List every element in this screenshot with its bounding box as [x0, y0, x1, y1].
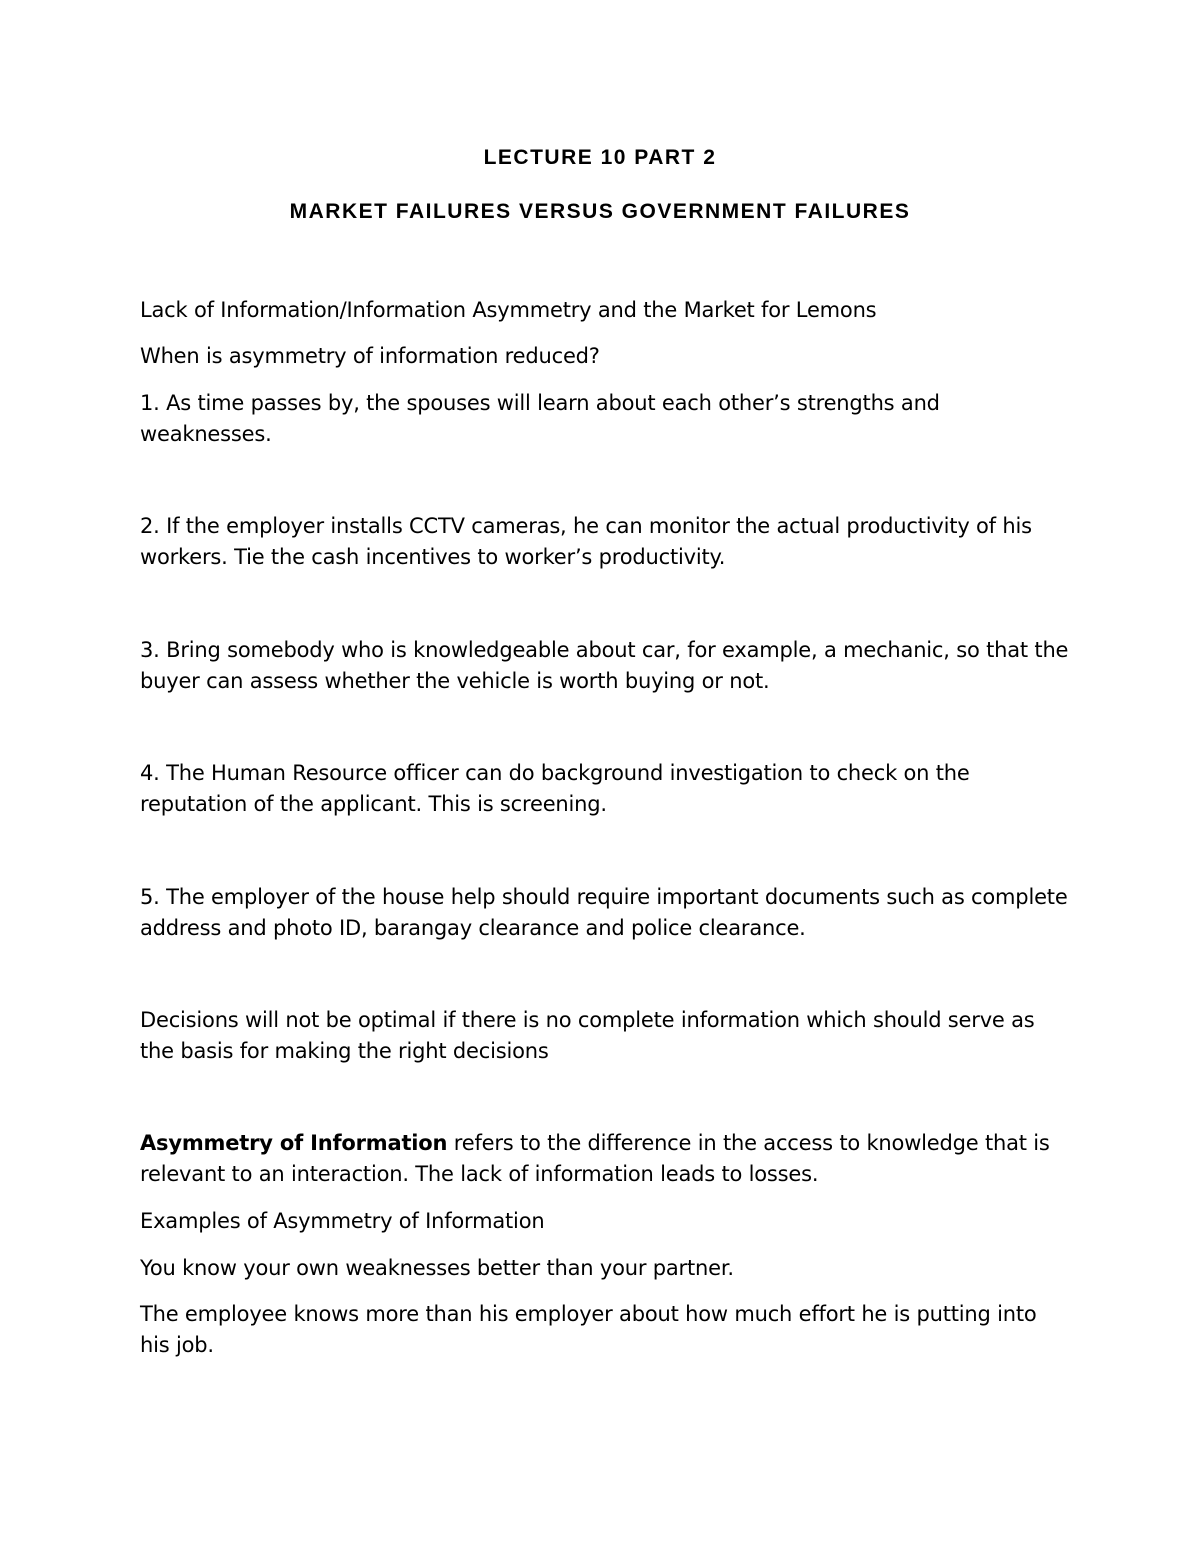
page-title: LECTURE 10 PART 2: [483, 146, 717, 169]
definition-paragraph: [140, 1128, 1070, 1190]
point-3: 3. Bring somebody who is knowledgeable about car, for example, a mechanic, so that the buyer can assess whether the vehicle is worth buying or not.: [140, 638, 1069, 693]
point-5: 5. The employer of the house help should require important documents such as complete address and photo ID, barangay clearance and police clearance.: [140, 885, 1068, 940]
definition-term: Asymmetry of Information: [140, 1131, 448, 1155]
example-2: The employee knows more than his employer about how much effort he is putting into his job.: [140, 1302, 1037, 1357]
example-1: You know your own weaknesses better than your partner.: [140, 1256, 734, 1280]
topic-heading: Lack of Information/Information Asymmetry and the Market for Lemons: [140, 298, 877, 322]
point-2: 2. If the employer installs CCTV cameras, he can monitor the actual productivity of his workers. Tie the cash incentives to worker’s productivity.: [140, 514, 1032, 569]
definition-text: refers to the difference in the access to knowledge that is relevant to an interaction. The lack of information leads to losses.: [140, 1131, 1050, 1186]
page-subtitle: MARKET FAILURES VERSUS GOVERNMENT FAILURES: [289, 200, 911, 223]
examples-heading: Examples of Asymmetry of Information: [140, 1209, 545, 1233]
conclusion-text: Decisions will not be optimal if there is no complete information which should serve as the basis for making the right decisions: [140, 1008, 1035, 1063]
point-1: 1. As time passes by, the spouses will learn about each other’s strengths and weaknesses.: [140, 391, 940, 446]
point-4: 4. The Human Resource officer can do background investigation to check on the reputation of the applicant. This is screening.: [140, 761, 970, 816]
question-text: When is asymmetry of information reduced?: [140, 344, 600, 368]
